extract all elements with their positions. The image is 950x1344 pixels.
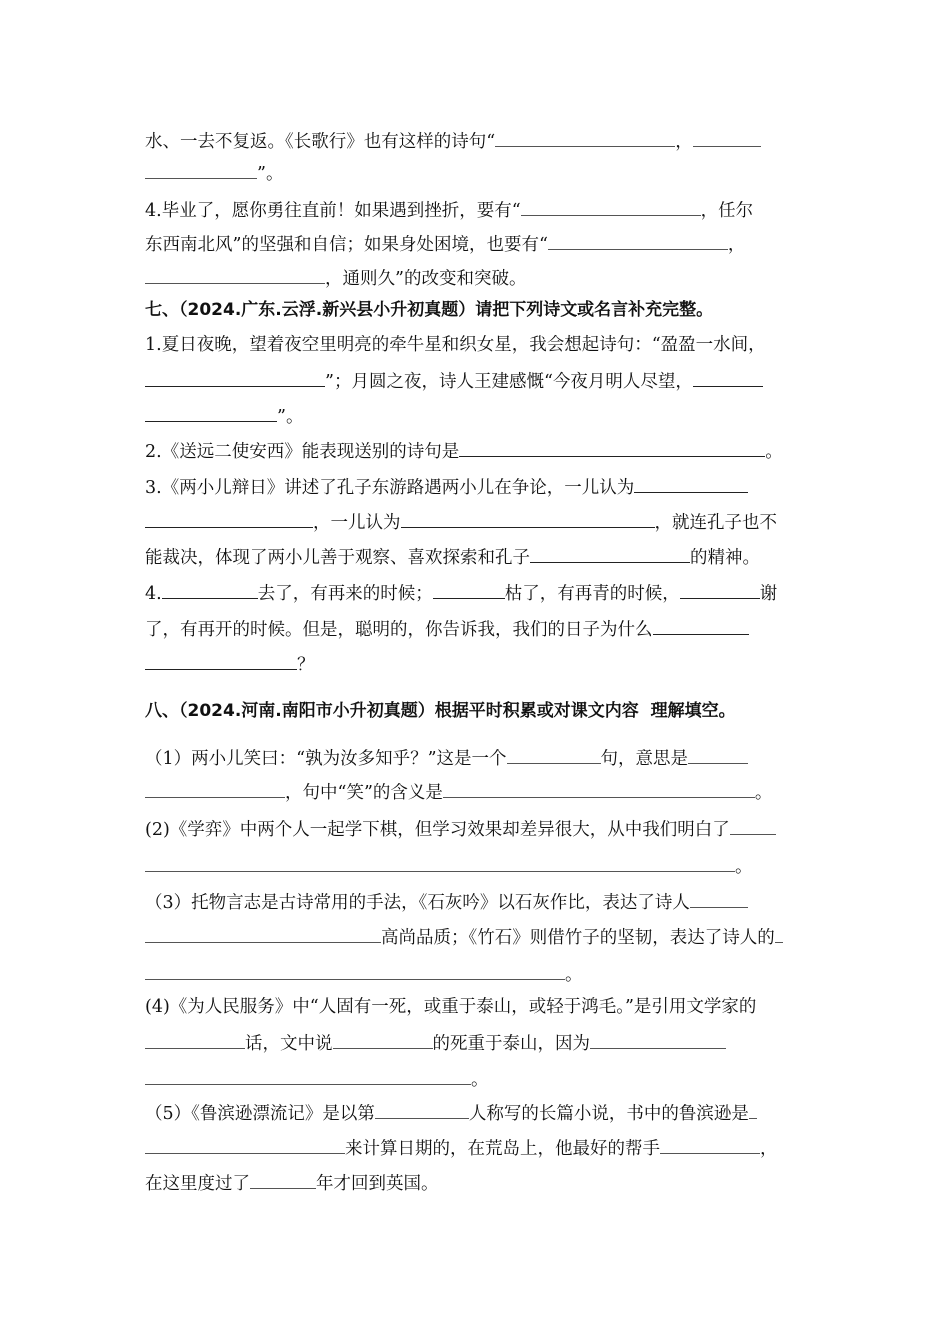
blank[interactable] [548,231,728,250]
line-25 [145,1030,726,1056]
text: 。 [765,442,783,462]
blank[interactable] [530,544,690,563]
blank[interactable] [693,368,763,387]
text: ，任尔 [700,201,754,221]
text: 的精神。 [690,548,760,568]
section-8-title: 八、（2024.河南.南阳市小升初真题）根据平时积累或对课文内容 理解填空。 [145,701,736,721]
line-21 [145,889,748,915]
text: (2)《学弈》中两个人一起学下棋，但学习效果却差异很大，从中我们明白了 [145,820,730,840]
line-17 [145,745,748,771]
text: 句，意思是 [600,749,689,769]
line-13 [145,544,760,570]
text: ，一儿认为 [313,513,401,533]
blank[interactable] [145,779,285,798]
line-18 [145,779,772,805]
text: ， [760,1139,778,1159]
blank[interactable] [459,438,765,457]
text: 4.毕业了，愿你勇往直前！如果遇到挫折，要有“ [145,201,521,221]
blank[interactable] [693,128,761,147]
text: （5）《鲁滨逊漂流记》是以第 [145,1104,375,1124]
text: 3.《两小儿辩日》讲述了孔子东游路遇两小儿在争论，一儿认为 [145,478,635,498]
text: 去了，有再来的时候； [257,584,433,604]
blank[interactable] [433,580,505,599]
text: ”。 [257,164,284,184]
blank[interactable] [690,889,748,908]
line-16 [145,651,315,677]
line-23 [145,961,583,987]
line-29 [145,1170,439,1196]
text: ，句中“笑”的含义是 [285,783,443,803]
blank[interactable] [634,474,748,493]
line-7: 1.夏日夜晚，望着夜空里明亮的牵牛星和织女星，我会想起诗句：“盈盈一水间， [145,335,766,355]
text: 。 [754,783,773,803]
line-8 [145,368,763,394]
text: 能裁决，体现了两小儿善于观察、喜欢探索和孔子 [145,548,530,568]
line-11 [145,474,748,500]
text: ？ [297,655,315,675]
line-9 [145,403,303,429]
blank[interactable] [653,616,749,635]
blank[interactable] [443,779,755,798]
blank[interactable] [333,1030,433,1049]
line-4 [145,231,745,257]
text: ”。 [277,407,304,427]
text: 。 [735,857,753,877]
line-14 [145,580,777,606]
line-12 [145,509,777,535]
line-22 [145,924,783,950]
blank[interactable] [145,924,381,943]
line-15 [145,616,749,642]
blank[interactable] [145,961,565,980]
blank[interactable] [730,816,776,835]
blank[interactable] [250,1170,316,1189]
blank[interactable] [749,1100,757,1119]
text: 高尚品质；《竹石》则借竹子的坚韧，表达了诗人的 [381,928,775,948]
text: 谢 [759,584,778,604]
line-3 [145,197,753,223]
line-2 [145,160,283,186]
line-24: (4)《为人民服务》中“人固有一死，或重于泰山，或轻于鸿毛。”是引用文学家的 [145,997,757,1017]
text: 来计算日期的，在荒岛上，他最好的帮手 [345,1139,660,1159]
line-28 [145,1135,778,1161]
blank[interactable] [145,1135,345,1154]
line-1 [145,128,761,154]
line-5 [145,265,526,291]
blank[interactable] [145,1066,471,1085]
blank[interactable] [145,853,735,872]
line-10 [145,438,783,464]
line-26 [145,1066,489,1092]
blank[interactable] [145,509,313,528]
line-19 [145,816,776,842]
text: ， [675,132,693,152]
text: 。 [471,1070,489,1090]
text: 人称写的长篇小说，书中的鲁滨逊是 [468,1104,749,1124]
blank[interactable] [145,160,257,179]
text: 的死重于泰山，因为 [432,1034,590,1054]
blank[interactable] [145,403,277,422]
blank[interactable] [680,580,760,599]
blank[interactable] [660,1135,760,1154]
text: 4. [145,584,162,604]
text: ， [727,235,746,255]
text: 2.《送远二使安西》能表现送别的诗句是 [145,442,460,462]
blank[interactable] [401,509,655,528]
blank[interactable] [145,651,297,670]
line-27 [145,1100,757,1126]
blank[interactable] [507,745,601,764]
blank[interactable] [688,745,748,764]
text: ，通则久”的改变和突破。 [325,269,527,289]
section-7-title: 七、（2024.广东.云浮.新兴县小升初真题）请把下列诗文或名言补充完整。 [145,300,714,320]
blank[interactable] [145,368,325,387]
blank[interactable] [521,197,701,216]
text: （1）两小儿笑曰：“孰为汝多知乎？”这是一个 [145,749,507,769]
text: （3）托物言志是古诗常用的手法，《石灰吟》以石灰作比，表达了诗人 [145,893,690,913]
blank[interactable] [775,924,783,943]
blank[interactable] [375,1100,469,1119]
text: 东西南北风”的坚强和自信；如果身处困境，也要有“ [145,235,548,255]
text: ”；月圆之夜，诗人王建感慨“今夜月明人尽望， [325,372,693,392]
text: ，就连孔子也不 [654,513,777,533]
text: 水、一去不复返。《长歌行》也有这样的诗句“ [145,132,496,152]
blank[interactable] [495,128,675,147]
line-20 [145,853,753,879]
text: 枯了，有再青的时候， [504,584,680,604]
blank[interactable] [162,580,258,599]
blank[interactable] [145,1030,245,1049]
text: 话，文中说 [245,1034,333,1054]
text: 年才回到英国。 [316,1174,439,1194]
blank[interactable] [590,1030,726,1049]
blank[interactable] [145,265,325,284]
text: 在这里度过了 [145,1174,250,1194]
text: 。 [565,965,583,985]
text: 了，有再开的时候。但是，聪明的，你告诉我，我们的日子为什么 [145,620,653,640]
